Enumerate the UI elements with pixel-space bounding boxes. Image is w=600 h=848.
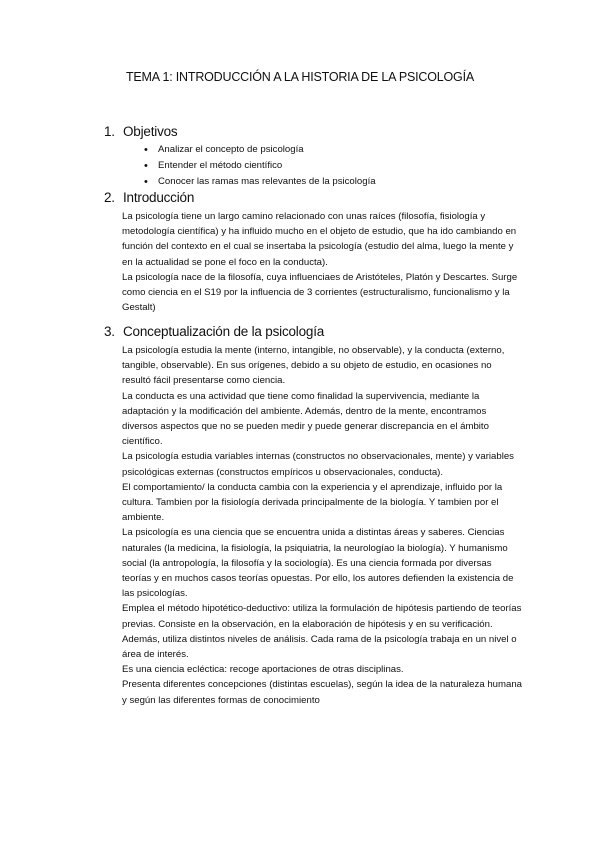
list-item: • Conocer las ramas mas relevantes de la psicología (144, 174, 376, 190)
paragraph: La psicología tiene un largo camino relacionado con unas raíces (filosofía, fisiología y metodología científica) y ha influido mucho en el objeto de estudio, que ha ido cambiando en función del contexto en el cual se insertaba la psicología (estudio del alma, luego la mente y en la actualidad se pone el foco en la conducta). (122, 211, 517, 268)
paragraph: La psicología es una ciencia que se encuentra unida a distintas áreas y saberes. Ciencias naturales (la medicina, la fisiología, la psiquiatria, la neurologíao la biología). Y humanismo social (la antropología, la filosofía y la sociología). Es una ciencia formada por diversas teorías y en muchos casos teorías opuestas. Por ello, los autores defienden la existencia de las psicologías. (122, 527, 514, 600)
section-title: Objetivos (123, 124, 178, 139)
section-title: Introducción (123, 190, 195, 205)
paragraph: La conducta es una actividad que tiene como finalidad la supervivencia, mediante la adaptación y la modificación del ambiente. Además, dentro de la mente, encontramos diversos aspectos que no se pueden medir y puede generar discrepancia en el ámbito científico. (122, 390, 489, 448)
section-title: Conceptualización de la psicología (123, 324, 325, 339)
section-number: 3. (104, 324, 115, 339)
section-heading-introduccion (104, 190, 194, 205)
document-title: TEMA 1: INTRODUCCIÓN A LA HISTORIA DE LA PSICOLOGÍA (125, 70, 474, 84)
paragraph: Presenta diferentes concepciones (distintas escuelas), según la idea de la naturaleza humana y según las diferentes formas de conocimiento (122, 679, 522, 706)
section-number: 2. (104, 190, 115, 205)
conceptualizacion-body (122, 343, 522, 708)
introduccion-body (122, 209, 522, 315)
paragraph: La psicología estudia la mente (interno, intangible, no observable), y la conducta (externo, tangible, observable). En sus orígenes, debido a su objeto de estudio, en ocasiones no resultó fácil presentarse como ciencia. (122, 345, 505, 387)
paragraph: La psicología estudia variables internas (constructos no observacionales, mente) y variables psicológicas externas (constructos empíricos u observacionales, conducta). (122, 451, 514, 478)
paragraph: El comportamiento/ la conducta cambia con la experiencia y el aprendizaje, influido por la cultura. Tambien por la fisiología derivada principalmente de la biología. Y tambien por el ambiente. (122, 481, 503, 524)
paragraph: Emplea el método hipotético-deductivo: utiliza la formulación de hipótesis partiendo de teorías previas. Consiste en la observación, en la elaboración de hipótesis y en su verificación. (122, 603, 522, 630)
paragraph: Además, utiliza distintos niveles de análisis. Cada rama de la psicología trabaja en un nivel o área de interés. (122, 633, 517, 661)
list-item: • Entender el método científico (144, 158, 376, 174)
paragraph: La psicología nace de la filosofía, cuya influenciaes de Aristóteles, Platón y Descartes. Surge como ciencia en el S19 por la influencia de 3 corrientes (estructuralismo, funcionalismo y la Gestalt) (122, 271, 518, 314)
section-heading-conceptualizacion (104, 324, 324, 339)
section-number: 1. (104, 124, 115, 139)
section-heading-objetivos (104, 124, 177, 139)
paragraph: Es una ciencia ecléctica: recoge aportaciones de otras disciplinas. (122, 664, 404, 676)
list-item: • Analizar el concepto de psicología (144, 142, 376, 158)
objectives-list (144, 142, 376, 190)
